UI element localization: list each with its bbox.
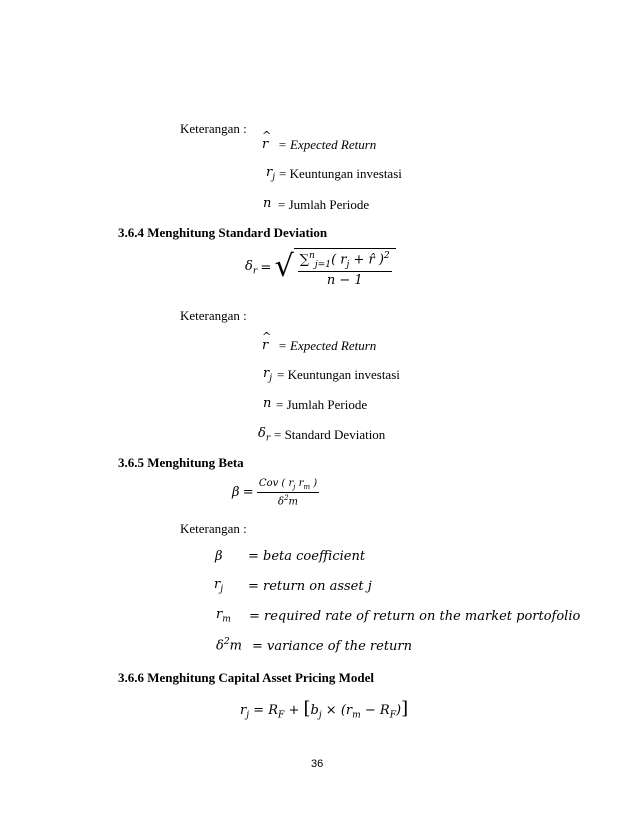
definition-standard-deviation: = Standard Deviation	[274, 427, 386, 442]
capm-formula: $r_j = R_F + [b_j \times (r_m - R_F)]$	[240, 698, 409, 721]
definition-symbol-expected-return-2: ^ r	[262, 338, 268, 353]
heading-3-6-4: 3.6.4 Menghitung Standard Deviation	[118, 225, 328, 240]
beta-formula: β = $\frac{Cov ( r_j r_m )}{\delta^2m}$	[232, 478, 318, 508]
definition-symbol-n-1: n	[263, 196, 272, 211]
keterangan-label-1: Keterangan :	[180, 121, 247, 136]
definition-symbol-delta-r: $\delta_r$	[258, 426, 271, 444]
page-number: 36	[311, 758, 324, 770]
definition-symbol-rj-1: $r_j$	[266, 165, 276, 183]
definition-variance: = variance of the return	[252, 639, 413, 654]
heading-3-6-5: 3.6.5 Menghitung Beta	[118, 455, 244, 470]
keterangan-label-3: Keterangan :	[180, 521, 247, 536]
definition-beta-coefficient: = beta coefficient	[248, 549, 366, 564]
definition-symbol-rm: $r_m$	[216, 607, 231, 625]
definition-symbol-n-2: n	[263, 396, 272, 411]
keterangan-label-2: Keterangan :	[180, 308, 247, 323]
definition-expected-return-1: = Expected Return	[278, 137, 377, 152]
definition-symbol-delta-squared-m: $\delta^2m$	[216, 637, 242, 654]
definition-return-on-asset: = return on asset j	[248, 579, 372, 594]
definition-symbol-rj-3: $r_j$	[214, 577, 224, 595]
heading-3-6-6: 3.6.6 Menghitung Capital Asset Pricing Model	[118, 670, 375, 685]
standard-deviation-formula: $\delta_r$ = √ $\frac{\sum^n_{j=1}( r_j + r̂ )^2}{n - 1}$	[245, 248, 396, 288]
definition-keuntungan-2: = Keuntungan investasi	[277, 367, 400, 382]
definition-symbol-expected-return-1: ^ r	[262, 137, 268, 152]
definition-symbol-rj-2: $r_j$	[263, 366, 273, 384]
definition-symbol-beta: β	[215, 549, 223, 564]
definition-jumlah-periode-2: = Jumlah Periode	[276, 397, 368, 412]
definition-keuntungan-1: = Keuntungan investasi	[279, 166, 402, 181]
definition-expected-return-2: = Expected Return	[278, 338, 377, 353]
definition-required-rate: = required rate of return on the market portofolio	[249, 609, 581, 624]
definition-jumlah-periode-1: = Jumlah Periode	[278, 197, 370, 212]
